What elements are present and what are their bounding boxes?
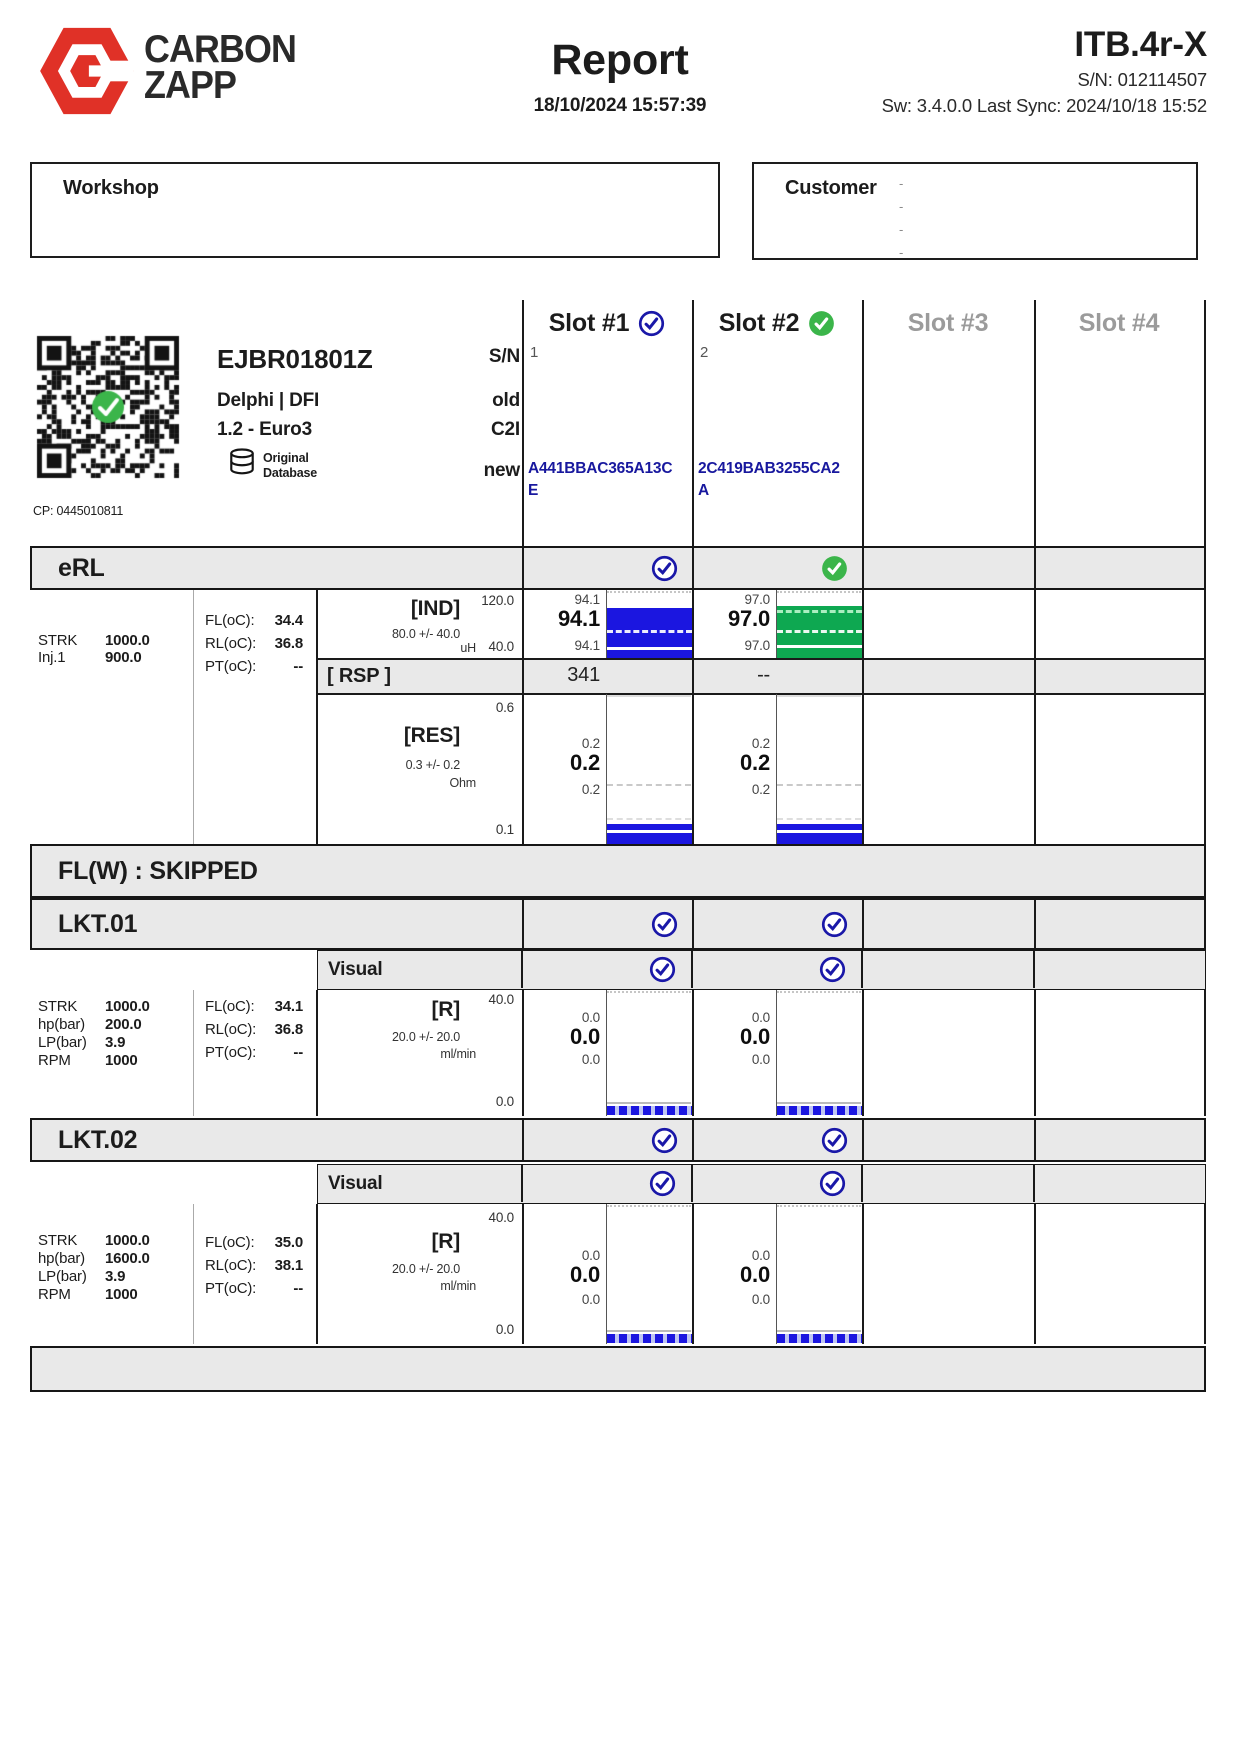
erl-slot2-ok-check-icon (821, 555, 848, 582)
lkt01-cond-value-0: 1000.0 (105, 998, 150, 1015)
lkt01-cond-label-1: hp(bar) (38, 1016, 85, 1033)
slot1-header (524, 306, 690, 340)
erl-slot1-pass-check-icon (651, 555, 678, 582)
flw-section-header (30, 844, 1206, 898)
ind-test-spec: 80.0 +/- 40.0 (392, 627, 460, 641)
lkt02-r-slot2-max: 0.0 (751, 1248, 770, 1263)
rsp-slot1-value: 341 (567, 664, 600, 686)
slot2-title: Slot #2 (718, 308, 800, 337)
erl-cond-value-1: 900.0 (105, 649, 142, 666)
ind-slot2-min: 97.0 (744, 638, 770, 653)
ind-scale-min: 40.0 (488, 639, 514, 654)
lkt01-r-slot2-max: 0.0 (751, 1010, 770, 1025)
device-name: ITB.4r-X (1074, 25, 1207, 64)
database-label (263, 451, 317, 481)
lkt01-cond-value-3: 1000 (105, 1052, 138, 1069)
res-test-spec: 0.3 +/- 0.2 (405, 758, 460, 772)
lkt01-cond-value-2: 3.9 (105, 1034, 126, 1051)
lkt01-r-unit: ml/min (440, 1047, 476, 1061)
ind-slot2-avg: 97.0 (727, 606, 770, 631)
label-new: new (483, 460, 520, 481)
lkt02-r-unit: ml/min (440, 1279, 476, 1293)
lkt02-temp-label-0: FL(oC): (205, 1234, 255, 1251)
lkt01-r-slot1-bar (607, 1106, 692, 1115)
lkt01-r-slot1-max: 0.0 (581, 1010, 600, 1025)
lkt02-r-slot2-bar (777, 1334, 862, 1343)
customer-box (752, 162, 1198, 260)
customer-mark: - (899, 222, 904, 237)
lkt02-visual-slot1-pass-check-icon (649, 1170, 676, 1197)
device-software: Sw: 3.4.0.0 Last Sync: 2024/10/18 15:52 (881, 94, 1207, 116)
slot4-title: Slot #4 (1078, 308, 1160, 337)
lkt02-r-label: [R] (431, 1230, 460, 1253)
rsp-slot2-value: -- (757, 664, 770, 686)
erl-temp-label-2: PT(oC): (205, 658, 257, 675)
customer-mark: - (899, 176, 904, 191)
report-datetime: 18/10/2024 15:57:39 (533, 95, 707, 116)
ind-slot1-max: 94.1 (574, 592, 600, 607)
lkt01-r-scale-max: 40.0 (488, 992, 514, 1007)
page-title: Report (551, 36, 689, 84)
customer-mark: - (899, 199, 904, 214)
lkt02-cond-value-0: 1000.0 (105, 1232, 150, 1249)
erl-cond-value-0: 1000.0 (105, 632, 150, 649)
lkt01-r-slot1-avg: 0.0 (570, 1024, 600, 1049)
workshop-box (30, 162, 720, 258)
device-serial: S/N: 012114507 (1077, 68, 1207, 90)
lkt01-r-slot2-bar (777, 1106, 862, 1115)
lkt02-temp-value-2: -- (293, 1280, 303, 1297)
res-scale-max: 0.6 (495, 700, 514, 715)
res-test-unit: Ohm (449, 776, 476, 790)
slot1-title: Slot #1 (548, 308, 630, 337)
label-c2i: C2I (491, 419, 520, 440)
brand-line-1: CARBON (144, 28, 296, 71)
customer-label: Customer (785, 177, 877, 199)
brand-line-2: ZAPP (144, 63, 237, 107)
lkt02-r-scale-max: 40.0 (488, 1210, 514, 1225)
lkt02-visual-row (317, 1164, 1206, 1204)
lkt01-visual-label: Visual (328, 959, 383, 980)
lkt02-title: LKT.02 (58, 1126, 138, 1154)
ind-slot1-bar (607, 608, 692, 658)
slot2-ok-check-icon (808, 310, 835, 337)
lkt01-temp-value-2: -- (293, 1044, 303, 1061)
lkt02-r-slot1-max: 0.0 (581, 1248, 600, 1263)
lkt02-cond-value-3: 1000 (105, 1286, 138, 1303)
lkt01-cond-label-2: LP(bar) (38, 1034, 87, 1051)
ind-slot1-min: 94.1 (574, 638, 600, 653)
res-slot2-bar (777, 824, 862, 830)
erl-cond-label-1: Inj.1 (38, 649, 66, 666)
lkt01-grid (30, 990, 1206, 1116)
res-slot1-min: 0.2 (581, 782, 600, 797)
injector-part-number: EJBR01801Z (217, 344, 373, 374)
customer-mark: - (899, 245, 904, 260)
lkt02-visual-slot2-pass-check-icon (819, 1170, 846, 1197)
device-block (882, 26, 1207, 117)
lkt02-r-slot1-min: 0.0 (581, 1292, 600, 1307)
label-sn: S/N (488, 346, 520, 367)
lkt01-temp-value-0: 34.1 (274, 998, 303, 1015)
erl-cond-label-0: STRK (38, 632, 78, 649)
slot3-header (864, 306, 1032, 340)
injector-row (30, 300, 1206, 546)
lkt02-r-slot1-avg: 0.0 (570, 1262, 600, 1287)
lkt02-visual-label: Visual (328, 1173, 383, 1194)
qr-code (33, 332, 183, 482)
lkt01-r-slot2-avg: 0.0 (740, 1024, 770, 1049)
lkt01-section-header (30, 898, 1206, 950)
database-row (229, 448, 317, 483)
lkt01-r-scale-min: 0.0 (495, 1094, 514, 1109)
lkt01-r-label: [R] (431, 998, 460, 1021)
lkt01-visual-slot2-pass-check-icon (819, 956, 846, 983)
footer-band (30, 1346, 1206, 1392)
ind-test-unit: uH (460, 641, 476, 655)
erl-temp-value-0: 34.4 (274, 612, 303, 629)
erl-grid (30, 590, 1206, 844)
slot2-header (694, 306, 860, 340)
report-table (30, 300, 1206, 1400)
lkt01-temp-label-0: FL(oC): (205, 998, 255, 1015)
erl-temp-value-2: -- (293, 658, 303, 675)
slot1-index: 1 (530, 344, 539, 361)
injector-variant: 1.2 - Euro3 (217, 419, 312, 440)
database-label-2: Database (263, 465, 317, 480)
lkt02-temp-label-1: RL(oC): (205, 1257, 257, 1274)
lkt02-temp-value-1: 38.1 (274, 1257, 303, 1274)
lkt01-temp-value-1: 36.8 (274, 1021, 303, 1038)
lkt02-cond-label-3: RPM (38, 1286, 71, 1303)
ind-slot1-avg: 94.1 (557, 606, 600, 631)
res-slot2-max: 0.2 (751, 736, 770, 751)
lkt01-visual-slot1-pass-check-icon (649, 956, 676, 983)
cp-code: CP: 0445010811 (33, 504, 124, 518)
erl-temp-label-0: FL(oC): (205, 612, 255, 629)
lkt02-grid (30, 1204, 1206, 1344)
lkt01-cond-label-3: RPM (38, 1052, 71, 1069)
erl-temp-value-1: 36.8 (274, 635, 303, 652)
database-label-1: Original (263, 450, 309, 465)
slot1-pass-check-icon (638, 310, 665, 337)
lkt02-cond-label-2: LP(bar) (38, 1268, 87, 1285)
res-test-label: [RES] (403, 724, 460, 747)
lkt02-slot2-pass-check-icon (821, 1127, 848, 1154)
workshop-label: Workshop (63, 177, 159, 199)
database-icon (229, 448, 255, 483)
lkt01-cond-label-0: STRK (38, 998, 78, 1015)
lkt01-r-spec: 20.0 +/- 20.0 (392, 1030, 460, 1044)
flw-title: FL(W) : SKIPPED (58, 857, 258, 885)
injector-brand: Delphi | DFI (217, 390, 320, 411)
lkt02-r-scale-min: 0.0 (495, 1322, 514, 1337)
lkt01-cond-value-1: 200.0 (105, 1016, 142, 1033)
lkt01-slot2-pass-check-icon (821, 911, 848, 938)
lkt02-cond-value-1: 1600.0 (105, 1250, 150, 1267)
lkt02-cond-label-0: STRK (38, 1232, 78, 1249)
lkt02-temp-value-0: 35.0 (274, 1234, 303, 1251)
lkt01-temp-label-1: RL(oC): (205, 1021, 257, 1038)
lkt01-temp-label-2: PT(oC): (205, 1044, 257, 1061)
lkt01-r-slot2-min: 0.0 (751, 1052, 770, 1067)
lkt02-r-slot2-avg: 0.0 (740, 1262, 770, 1287)
res-scale-min: 0.1 (495, 822, 514, 837)
lkt02-cond-label-1: hp(bar) (38, 1250, 85, 1267)
res-slot2-avg: 0.2 (740, 750, 770, 775)
slot2-index: 2 (700, 344, 709, 361)
erl-temp-label-1: RL(oC): (205, 635, 257, 652)
res-slot1-avg: 0.2 (570, 750, 600, 775)
lkt01-slot1-pass-check-icon (651, 911, 678, 938)
slot1-c2i-code: A441BBAC365A13CE (528, 460, 673, 499)
lkt02-r-slot2-min: 0.0 (751, 1292, 770, 1307)
lkt02-section-header (30, 1118, 1206, 1162)
lkt02-temp-label-2: PT(oC): (205, 1280, 257, 1297)
res-slot2-min: 0.2 (751, 782, 770, 797)
lkt01-title: LKT.01 (58, 910, 138, 938)
ind-slot2-max: 97.0 (744, 592, 770, 607)
erl-section-header (30, 546, 1206, 590)
erl-title: eRL (58, 554, 105, 582)
lkt02-r-spec: 20.0 +/- 20.0 (392, 1262, 460, 1276)
rsp-label: [ RSP ] (327, 665, 391, 687)
lkt01-visual-row (317, 950, 1206, 990)
label-old: old (492, 390, 520, 411)
lkt02-cond-value-2: 3.9 (105, 1268, 126, 1285)
lkt02-slot1-pass-check-icon (651, 1127, 678, 1154)
res-slot1-bar (607, 824, 692, 830)
lkt02-r-slot1-bar (607, 1334, 692, 1343)
ind-scale-max: 120.0 (481, 593, 514, 608)
slot3-title: Slot #3 (907, 308, 989, 337)
ind-test-label: [IND] (410, 597, 460, 620)
slot2-c2i-code: 2C419BAB3255CA2A (698, 460, 840, 499)
slot4-header (1036, 306, 1202, 340)
res-slot1-max: 0.2 (581, 736, 600, 751)
lkt01-r-slot1-min: 0.0 (581, 1052, 600, 1067)
customer-field-marks (899, 172, 903, 264)
